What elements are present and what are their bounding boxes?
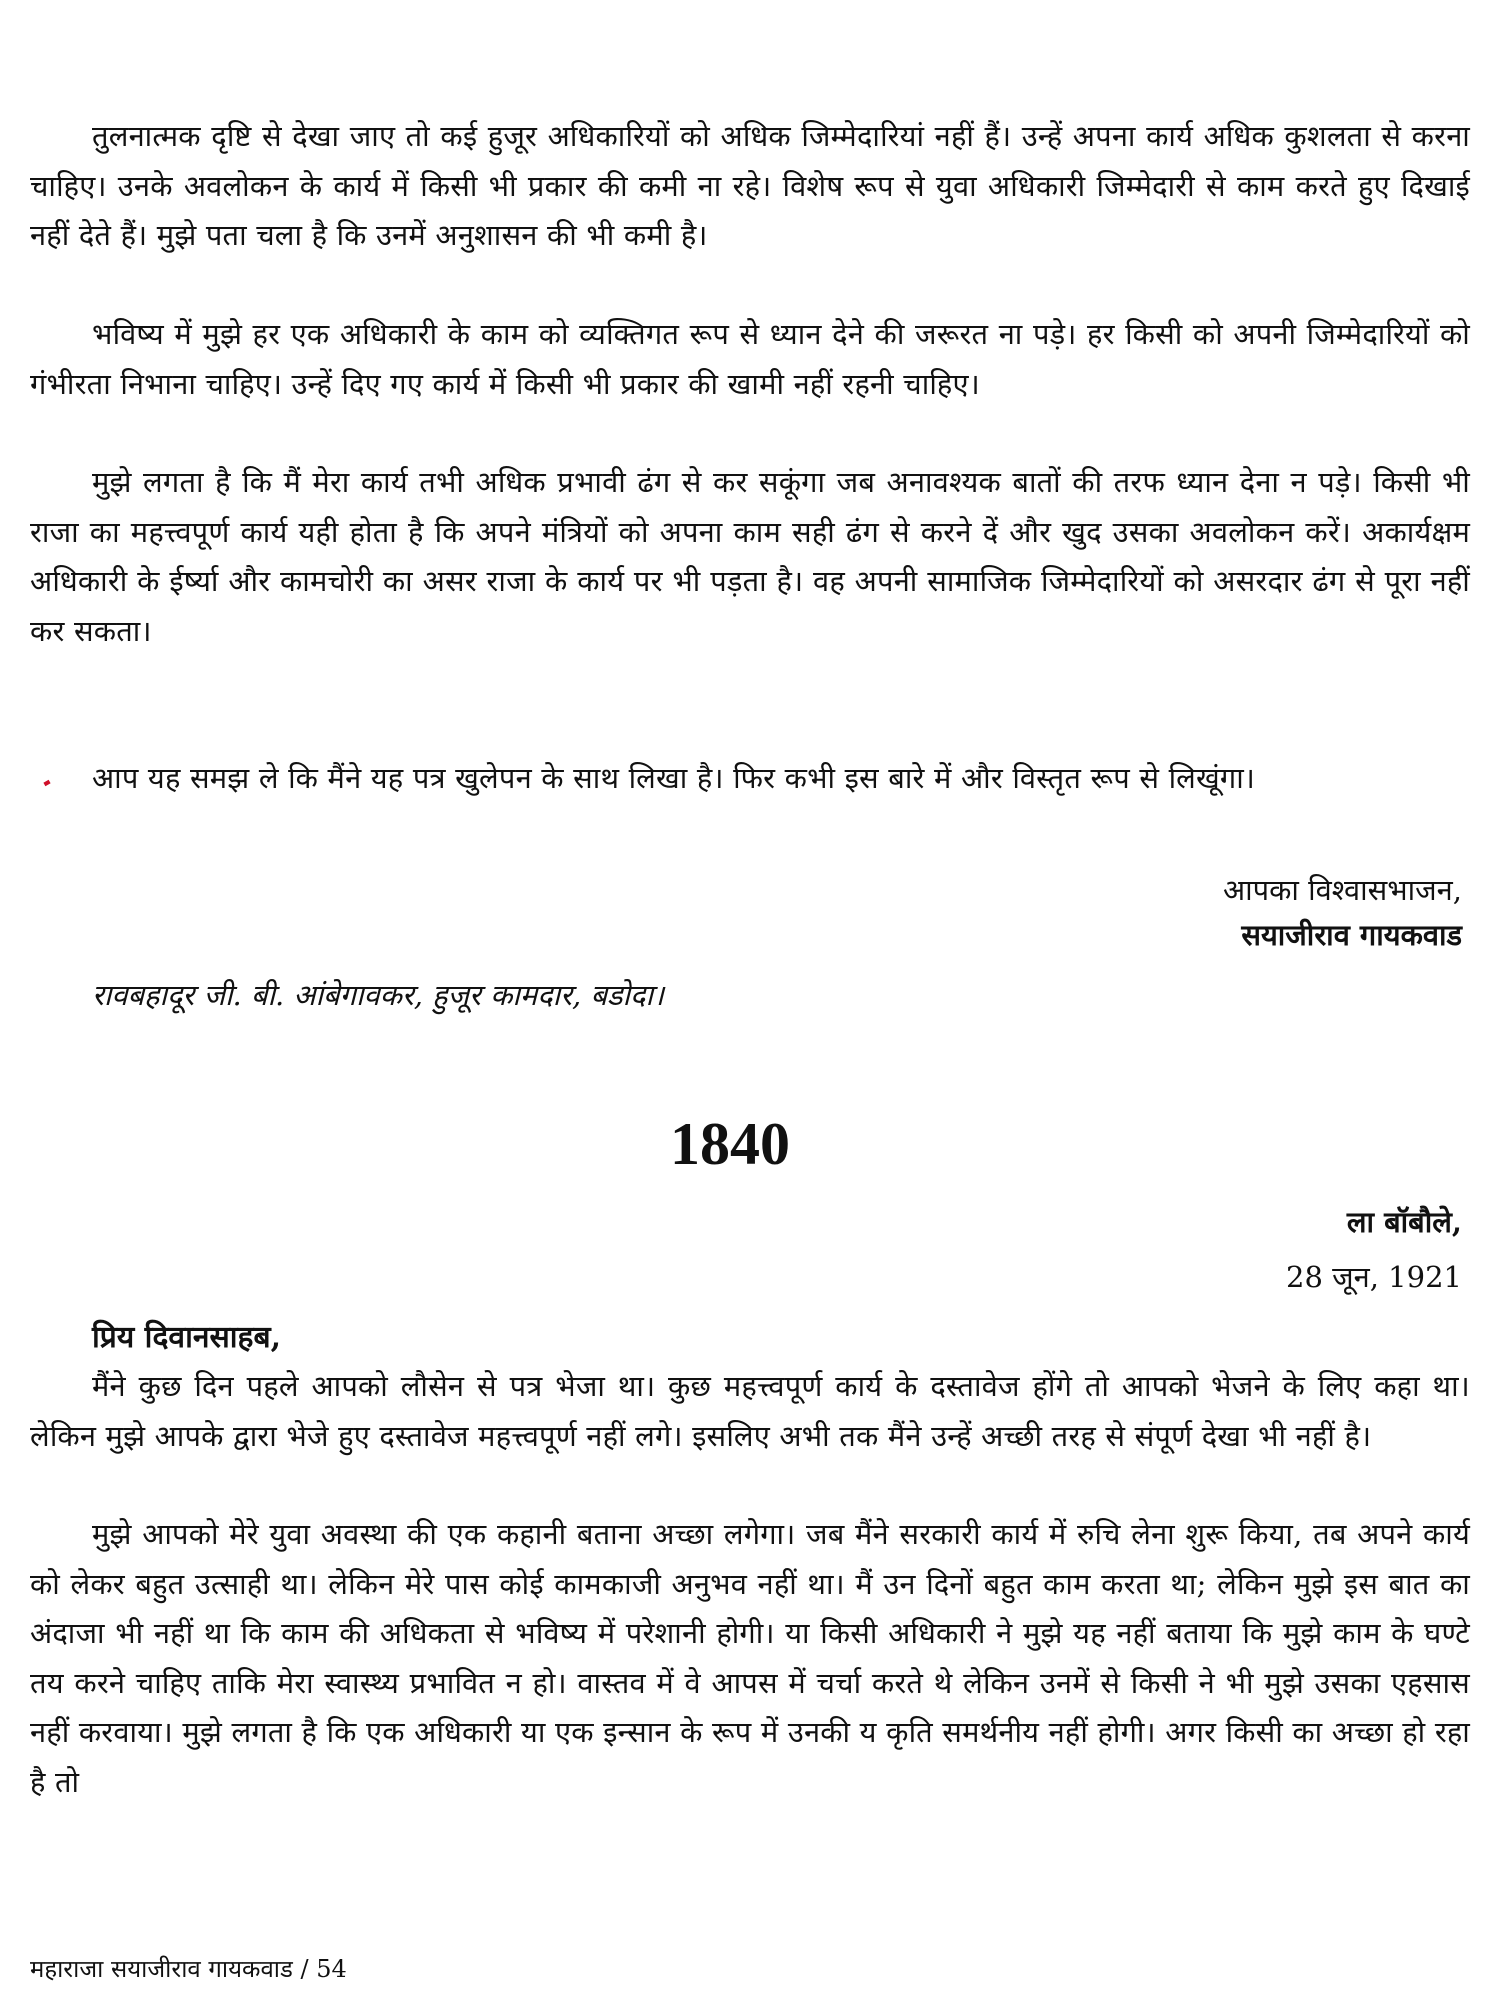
letter-1-paragraph-3: मुझे लगता है कि मैं मेरा कार्य तभी अधिक प्रभावी ढंग से कर सकूंगा जब अनावश्यक बातों की तरफ ध्यान देना न पड़े। किसी भी राजा का महत्त्वपूर्ण कार्य यही होता है कि अपने मंत्रियों को अपना काम सही ढंग से करने दें और खुद उसका अवलोकन करें। अकार्यक्षम अधिकारी के ईर्ष्या और कामचोरी का असर राजा के कार्य पर भी पड़ता है। वह अपनी सामाजिक जिम्मेदारियों को असरदार ढंग से पूरा नहीं कर सकता।: [30, 465, 1470, 648]
letter-1-recipient: रावबहादूर जी. बी. आंबेगावकर, हुजूर कामदार, बडोदा।: [92, 978, 664, 1012]
letter-1-paragraph-2: भविष्य में मुझे हर एक अधिकारी के काम को व्यक्तिगत रूप से ध्यान देने की जरूरत ना पड़े। हर किसी को अपनी जिम्मेदारियों को गंभीरता निभाना चाहिए। उन्हें दिए गए कार्य में किसी भी प्रकार की खामी नहीं रहनी चाहिए।: [30, 317, 1470, 401]
letter-2-paragraph-2: मुझे आपको मेरे युवा अवस्था की एक कहानी बताना अच्छा लगेगा। जब मैंने सरकारी कार्य में रुचि लेना शुरू किया, तब अपने कार्य को लेकर बहुत उत्साही था। लेकिन मेरे पास कोई कामकाजी अनुभव नहीं था। मैं उन दिनों बहुत काम करता था; लेकिन मुझे इस बात का अंदाजा भी नहीं था कि काम की अधिकता से भविष्य में परेशानी होगी। या किसी अधिकारी ने मुझे यह नहीं बताया कि मुझे काम के घण्टे तय करने चाहिए ताकि मेरा स्वास्थ्य प्रभावित न हो। वास्तव में वे आपस में चर्चा करते थे लेकिन उनमें से किसी ने भी मुझे उसका एहसास नहीं करवाया। मुझे लगता है कि एक अधिकारी या एक इन्सान के रूप में उनकी य कृति समर्थनीय नहीं होगी। अगर किसी का अच्छा हो रहा है तो: [30, 1517, 1470, 1799]
letter-2-place: ला बॉबौले,: [1346, 1205, 1462, 1239]
letter-2-date: 28 जून, 1921: [1286, 1260, 1462, 1294]
letter-2-salutation: प्रिय दिवानसाहब,: [92, 1320, 282, 1355]
letter-1-paragraph-1: तुलनात्मक दृष्टि से देखा जाए तो कई हुजूर अधिकारियों को अधिक जिम्मेदारियां नहीं हैं। उन्हें अपना कार्य अधिक कुशलता से करना चाहिए। उनके अवलोकन के कार्य में किसी भी प्रकार की कमी ना रहे। विशेष रूप से युवा अधिकारी जिम्मेदारी से काम करते हुए दिखाई नहीं देते हैं। मुझे पता चला है कि उनमें अनुशासन की भी कमी है।: [30, 119, 1470, 252]
page-footer: महाराजा सयाजीराव गायकवाड / 54: [30, 1955, 347, 1983]
letter-1-signature: सयाजीराव गायकवाड: [1241, 918, 1462, 952]
letter-number: 1840: [670, 1111, 790, 1177]
letter-2-paragraph-1: मैंने कुछ दिन पहले आपको लौसेन से पत्र भेजा था। कुछ महत्त्वपूर्ण कार्य के दस्तावेज होंगे तो आपको भेजने के लिए कहा था। लेकिन मुझे आपके द्वारा भेजे हुए दस्तावेज महत्त्वपूर्ण नहीं लगे। इसलिए अभी तक मैंने उन्हें अच्छी तरह से संपूर्ण देखा भी नहीं है।: [30, 1369, 1470, 1453]
letter-1-closing: आपका विश्वासभाजन,: [1222, 873, 1462, 907]
letter-1-paragraph-4: आप यह समझ ले कि मैंने यह पत्र खुलेपन के साथ लिखा है। फिर कभी इस बारे में और विस्तृत रूप से लिखूंगा।: [92, 761, 1256, 795]
